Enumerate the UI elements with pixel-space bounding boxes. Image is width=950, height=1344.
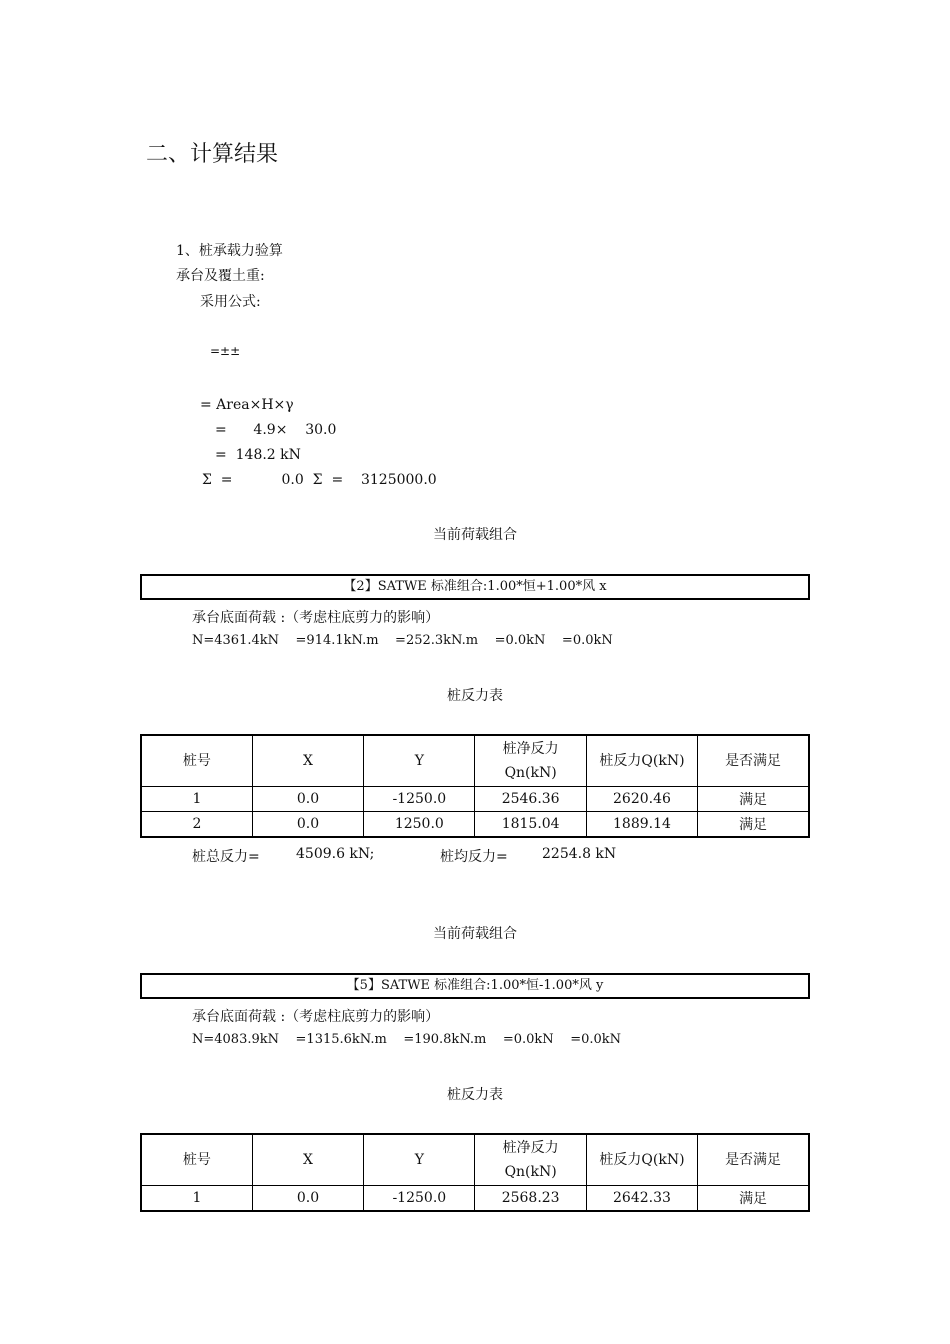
col-header: 桩反力Q(kN): [586, 735, 697, 787]
load-label: 承台底面荷载 :（考虑柱底剪力的影响）: [192, 610, 440, 626]
table-row: [141, 1186, 809, 1212]
table-row: [141, 787, 809, 812]
cell: -1250.0: [364, 787, 475, 812]
col-header: 桩号: [141, 735, 252, 787]
load-label: 承台底面荷载 :（考虑柱底剪力的影响）: [192, 1009, 440, 1025]
col-header: 桩反力Q(kN): [586, 1134, 697, 1186]
cell: 1889.14: [586, 812, 697, 838]
col-header: Y: [364, 735, 475, 787]
pile-reaction-table: [140, 734, 810, 838]
cap-weight-label: 承台及覆土重:: [176, 268, 265, 284]
cell: 满足: [698, 1186, 809, 1212]
formula-line: = 148.2 kN: [215, 447, 301, 463]
cell: 1815.04: [475, 812, 586, 838]
formula-label: 采用公式:: [200, 294, 261, 310]
table-row: [141, 812, 809, 838]
cell: 满足: [698, 812, 809, 838]
cell: 1: [141, 1186, 252, 1212]
cell: 1250.0: [364, 812, 475, 838]
total-reaction-value: 4509.6 kN;: [296, 846, 375, 862]
col-header: 桩净反力Qn(kN): [475, 735, 586, 787]
col-header: 桩号: [141, 1134, 252, 1186]
load-values: N=4083.9kN =1315.6kN.m =190.8kN.m =0.0kN =0.0kN: [192, 1032, 622, 1047]
formula-line: = 4.9× 30.0: [215, 422, 337, 438]
load-values: N=4361.4kN =914.1kN.m =252.3kN.m =0.0kN =0.0kN: [192, 633, 613, 648]
col-header: 是否满足: [698, 1134, 809, 1186]
cell: -1250.0: [364, 1186, 475, 1212]
avg-reaction-value: 2254.8 kN: [542, 846, 617, 862]
cell: 2620.46: [586, 787, 697, 812]
pile-reaction-table: [140, 1133, 810, 1212]
col-header: Y: [364, 1134, 475, 1186]
table-title: 桩反力表: [447, 688, 503, 704]
total-reaction-label: 桩总反力=: [192, 849, 260, 865]
subsection-title: 1、桩承载力验算: [176, 243, 283, 259]
cell: 2568.23: [475, 1186, 586, 1212]
cell: 0.0: [252, 1186, 363, 1212]
section-title: 二、计算结果: [146, 142, 279, 167]
cell: 0.0: [252, 787, 363, 812]
avg-reaction-label: 桩均反力=: [440, 849, 508, 865]
formula-line: Σ = 0.0 Σ = 3125000.0: [202, 472, 437, 488]
load-combo-box: 【5】SATWE 标准组合:1.00*恒-1.00*风 y: [140, 973, 810, 999]
formula-line: = Area×H×γ: [200, 397, 294, 413]
col-header: 是否满足: [698, 735, 809, 787]
formula-symbol: =±±: [210, 344, 241, 358]
table-title: 桩反力表: [447, 1087, 503, 1103]
cell: 2642.33: [586, 1186, 697, 1212]
col-header: X: [252, 735, 363, 787]
col-header: 桩净反力Qn(kN): [475, 1134, 586, 1186]
cell: 满足: [698, 787, 809, 812]
cell: 2546.36: [475, 787, 586, 812]
cell: 2: [141, 812, 252, 838]
cell: 1: [141, 787, 252, 812]
group-title: 当前荷载组合: [433, 926, 517, 942]
cell: 0.0: [252, 812, 363, 838]
load-combo-box: 【2】SATWE 标准组合:1.00*恒+1.00*风 x: [140, 574, 810, 600]
group-title: 当前荷载组合: [433, 527, 517, 543]
col-header: X: [252, 1134, 363, 1186]
